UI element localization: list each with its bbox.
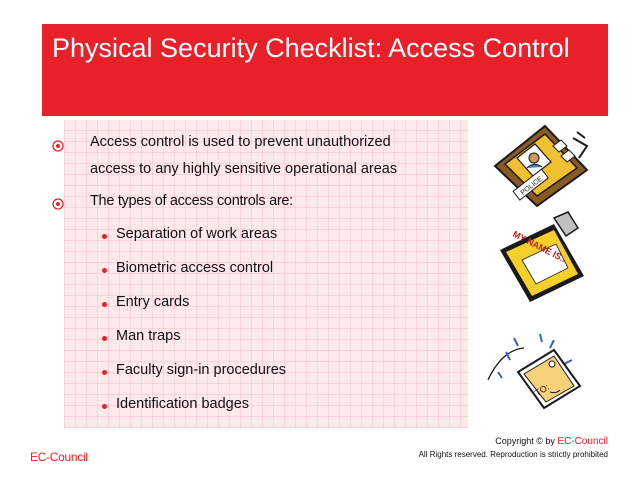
bullet-text: The types of access controls are: bbox=[90, 193, 293, 209]
tag-label: TO: bbox=[533, 381, 551, 399]
bullet-text: Access control is used to prevent unauthorized bbox=[90, 134, 391, 150]
name-tag-label: MY NAME IS... bbox=[511, 228, 570, 266]
sub-item: Biometric access control bbox=[116, 260, 274, 276]
circle-bullet-icon bbox=[52, 140, 64, 152]
circle-bullet-icon bbox=[52, 198, 64, 210]
sub-item: Identification badges bbox=[116, 396, 250, 412]
copyright-brand: EC-Council bbox=[557, 436, 608, 447]
name-tag-icon bbox=[492, 210, 592, 305]
copyright-line bbox=[495, 436, 608, 447]
sub-bullet-dot bbox=[102, 370, 107, 375]
luggage-tag-icon bbox=[484, 320, 594, 420]
sub-item: Entry cards bbox=[116, 294, 190, 310]
slide-title: Physical Security Checklist: Access Control bbox=[52, 33, 570, 63]
sub-item: Faculty sign-in procedures bbox=[116, 362, 287, 378]
rights-notice: All Rights reserved. Reproduction is strictly prohibited bbox=[418, 450, 608, 459]
sub-bullet-dot bbox=[102, 404, 107, 409]
police-label: POLICE bbox=[519, 175, 545, 197]
bullet-text: access to any highly sensitive operational areas bbox=[90, 161, 398, 177]
sub-bullet-dot bbox=[102, 234, 107, 239]
sub-bullet-dot bbox=[102, 336, 107, 341]
copyright-prefix: Copyright © by bbox=[495, 436, 555, 446]
sub-item: Man traps bbox=[116, 328, 181, 344]
sub-bullet-dot bbox=[102, 268, 107, 273]
police-badge-icon bbox=[487, 118, 597, 208]
footer-brand: EC-Council bbox=[30, 450, 88, 464]
sub-item: Separation of work areas bbox=[116, 226, 278, 242]
sub-bullet-dot bbox=[102, 302, 107, 307]
